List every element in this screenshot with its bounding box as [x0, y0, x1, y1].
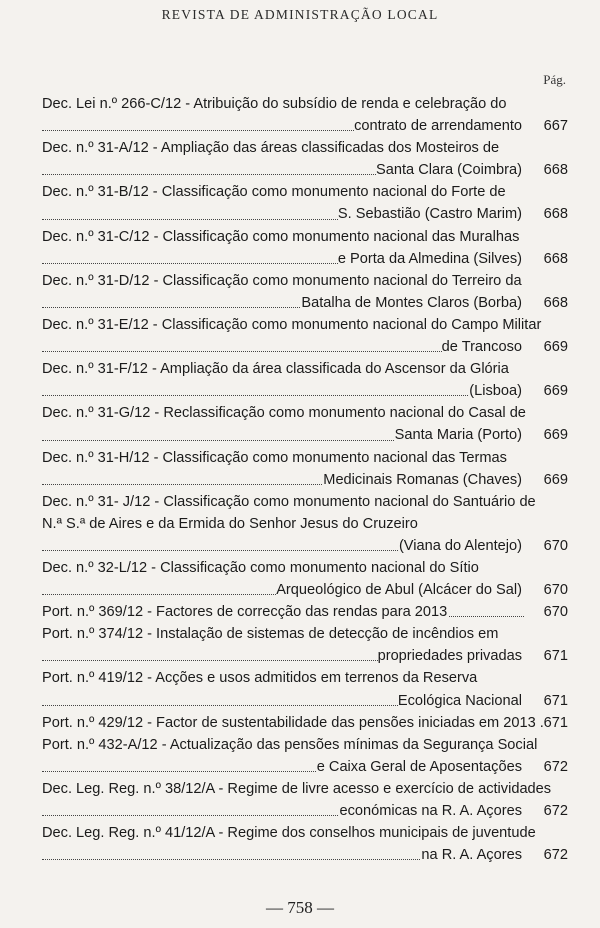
toc-entry-final-line: [42, 424, 568, 446]
toc-entry-final-line: [42, 756, 568, 778]
toc-entry: [42, 181, 568, 225]
toc-entry-final-line: [42, 292, 568, 314]
toc-entry-line: Dec. Lei n.º 266-C/12 - Atribuição do subsídio de renda e celebração do: [42, 96, 507, 112]
toc-page-number: 668: [543, 162, 568, 179]
toc-entry: [42, 447, 568, 491]
toc-entry-final-line: [42, 469, 568, 491]
toc-entry-final-line: [42, 800, 568, 822]
toc-entry-line: Dec. n.º 31- J/12 - Classificação como monumento nacional do Santuário de: [42, 493, 536, 510]
toc-page-number: 669: [543, 383, 568, 400]
toc-entry: [42, 226, 568, 270]
toc-page-number: 670: [543, 537, 568, 554]
toc-entry: [42, 358, 568, 402]
toc-entry-final-line: [42, 159, 568, 181]
toc-entry-final-line: [42, 579, 568, 601]
toc-entry: [42, 623, 568, 667]
toc-entry-text: Port. n.º 369/12 - Factores de correcção das rendas para 2013: [42, 604, 448, 621]
toc-entry-line: Dec. n.º 32-L/12 - Classificação como monumento nacional do Sítio: [42, 559, 479, 576]
toc-entry-line: Dec. n.º 31-B/12 - Classificação como monumento nacional do Forte de: [42, 184, 506, 201]
toc-entry-final-line: [42, 645, 568, 667]
toc-entry: [42, 667, 568, 711]
toc-entry-text: (Viana do Alentejo): [398, 537, 522, 554]
toc-entry-line: N.ª S.ª de Aires e da Ermida do Senhor Jesus do Cruzeiro: [42, 515, 418, 532]
toc-page-number: 672: [543, 847, 568, 864]
dot-leader: [42, 395, 524, 396]
toc-entry: [42, 93, 568, 137]
toc-entry-final-line: [42, 535, 568, 557]
toc-entry-text: contrato de arrendamento: [354, 118, 522, 135]
toc-page-number: 672: [543, 758, 568, 775]
toc-entry-text: Ecológica Nacional: [397, 692, 522, 709]
toc-entry-line: Dec. n.º 31-E/12 - Classificação como monumento nacional do Campo Militar: [42, 316, 542, 333]
toc-entry-text: Santa Clara (Coimbra): [376, 162, 522, 179]
table-of-contents: [42, 93, 568, 866]
toc-page-number: 670: [543, 582, 568, 599]
toc-entry: [42, 734, 568, 778]
toc-entry-final-line: [42, 601, 568, 623]
toc-entry-line: Port. n.º 432-A/12 - Actualização das pensões mínimas da Segurança Social: [42, 736, 538, 753]
toc-page-number: 669: [543, 471, 568, 488]
toc-entry-text: propriedades privadas: [377, 648, 522, 665]
toc-entry: [42, 137, 568, 181]
toc-entry-text: na R. A. Açores: [421, 847, 522, 864]
toc-entry-text: S. Sebastião (Castro Marim): [337, 206, 522, 223]
toc-page-number: 671: [543, 692, 568, 709]
toc-entry-text: Santa Maria (Porto): [394, 427, 522, 444]
toc-entry-line: Dec. n.º 31-D/12 - Classificação como monumento nacional do Terreiro da: [42, 272, 522, 289]
toc-entry: [42, 822, 568, 866]
toc-entry-text: Arqueológico de Abul (Alcácer do Sal): [276, 582, 522, 599]
toc-entry-line: Dec. n.º 31-H/12 - Classificação como monumento nacional das Termas: [42, 449, 507, 466]
toc-entry: [42, 314, 568, 358]
toc-page-number: 668: [543, 294, 568, 311]
toc-entry-line: Dec. Leg. Reg. n.º 38/12/A - Regime de livre acesso e exercício de actividades: [42, 780, 552, 797]
toc-entry-final-line: [42, 248, 568, 270]
toc-entry-text: (Lisboa): [469, 383, 522, 400]
toc-entry-text: Batalha de Montes Claros (Borba): [301, 294, 522, 311]
toc-entry-text: e Caixa Geral de Aposentações: [316, 758, 522, 775]
toc-page-number: 670: [543, 604, 568, 621]
toc-entry-final-line: [42, 203, 568, 225]
toc-entry: [42, 270, 568, 314]
toc-entry: [42, 402, 568, 446]
toc-entry: [42, 712, 568, 734]
toc-entry-final-line: [42, 844, 568, 866]
toc-entry-line: Dec. Leg. Reg. n.º 41/12/A - Regime dos conselhos municipais de juventude: [42, 825, 536, 842]
toc-page-number: 671: [543, 714, 568, 731]
page-number-footer: — 758 —: [266, 898, 334, 917]
toc-entry-final-line: [42, 690, 568, 712]
toc-page-number: 668: [543, 206, 568, 223]
toc-entry: [42, 778, 568, 822]
toc-entry-line: Dec. n.º 31-F/12 - Ampliação da área classificada do Ascensor da Glória: [42, 361, 509, 378]
toc-entry-text: Port. n.º 429/12 - Factor de sustentabilidade das pensões iniciadas em 2013 .: [42, 714, 544, 731]
toc-entry: [42, 557, 568, 601]
toc-page-number: 671: [543, 648, 568, 665]
toc-page-number: 672: [543, 803, 568, 819]
toc-entry-text: Medicinais Romanas (Chaves): [323, 471, 522, 488]
toc-page-number: 669: [543, 427, 568, 444]
toc-entry-line: Dec. n.º 31-A/12 - Ampliação das áreas classificadas dos Mosteiros de: [42, 140, 500, 157]
running-head-title: REVISTA DE ADMINISTRAÇÃO LOCAL: [161, 7, 439, 22]
toc-page-number: 667: [543, 118, 568, 135]
toc-entry-line: Dec. n.º 31-G/12 - Reclassificação como monumento nacional do Casal de: [42, 405, 526, 422]
toc-page-number: 669: [543, 339, 568, 356]
toc-entry-line: Dec. n.º 31-C/12 - Classificação como monumento nacional das Muralhas: [42, 228, 520, 245]
toc-entry: [42, 491, 568, 557]
toc-entry-final-line: [42, 380, 568, 402]
toc-entry-line: Port. n.º 419/12 - Acções e usos admitidos em terrenos da Reserva: [42, 670, 478, 687]
page-column-label: Pág.: [543, 72, 566, 87]
toc-entry-text: de Trancoso: [441, 339, 522, 356]
toc-entry-final-line: [42, 336, 568, 358]
toc-entry-text: e Porta da Almedina (Silves): [337, 250, 522, 267]
toc-entry-text: económicas na R. A. Açores: [339, 803, 522, 819]
toc-entry: [42, 601, 568, 623]
toc-entry-final-line: [42, 115, 568, 137]
toc-page-number: 668: [543, 250, 568, 267]
toc-entry-line: Port. n.º 374/12 - Instalação de sistemas de detecção de incêndios em: [42, 626, 499, 643]
toc-entry-final-line: [42, 712, 568, 734]
